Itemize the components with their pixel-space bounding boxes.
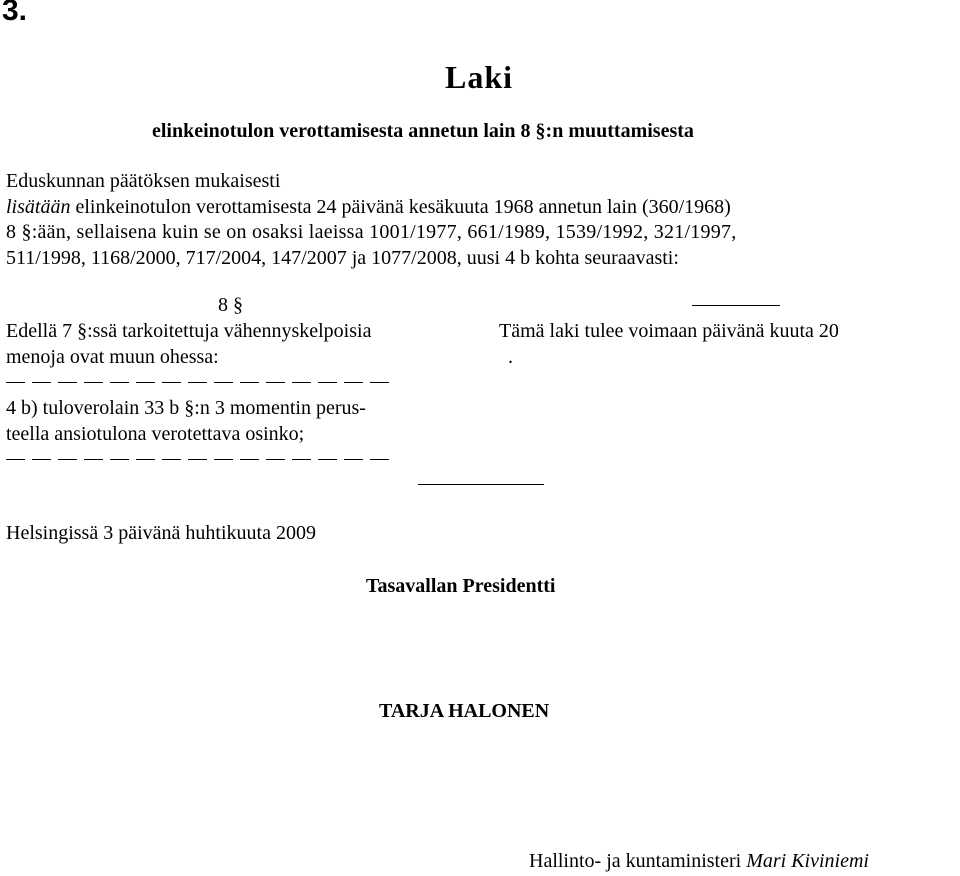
minister-signature <box>529 848 869 874</box>
preamble-verb: lisätään <box>6 196 71 218</box>
preamble-line-4: 511/1998, 1168/2000, 717/2004, 147/2007 ja 1077/2008, uusi 4 b kohta seuraavasti: <box>6 247 679 269</box>
document-number: 3. <box>2 0 28 27</box>
minister-title: Hallinto- ja kuntaministeri <box>529 850 747 872</box>
preamble-line-2 <box>6 194 731 220</box>
president-title: Tasavallan Presidentti <box>366 575 556 597</box>
section-text-line-1: Edellä 7 §:ssä tarkoitettuja vähennyskelpoisia <box>6 320 372 342</box>
place-and-date: Helsingissä 3 päivänä huhtikuuta 2009 <box>6 522 316 544</box>
omission-dashes-bottom <box>6 459 389 460</box>
minister-name: Mari Kiviniemi <box>746 850 869 872</box>
item-text-line-1: 4 b) tuloverolain 33 b §:n 3 momentin perus- <box>6 397 366 419</box>
closing-rule <box>418 484 544 485</box>
president-name: TARJA HALONEN <box>379 700 550 722</box>
section-text-line-2: menoja ovat muun ohessa: <box>6 346 219 368</box>
entry-into-force-line-1: Tämä laki tulee voimaan päivänä kuuta 20 <box>499 320 839 342</box>
section-heading: 8 § <box>218 294 243 316</box>
preamble-line-3: 8 §:ään, sellaisena kuin se on osaksi laeissa 1001/1977, 661/1989, 1539/1992, 321/1997, <box>6 221 737 243</box>
section-end-rule <box>692 305 780 306</box>
law-title: Laki <box>445 59 514 95</box>
item-text-line-2: teella ansiotulona verotettava osinko; <box>6 423 305 445</box>
preamble-line-2-text: elinkeinotulon verottamisesta 24 päivänä kesäkuuta 1968 annetun lain (360/1968) <box>70 196 731 218</box>
entry-into-force-line-2: . <box>508 346 513 368</box>
preamble-line-1: Eduskunnan päätöksen mukaisesti <box>6 170 281 192</box>
omission-dashes-top <box>6 382 389 383</box>
law-subtitle: elinkeinotulon verottamisesta annetun lain 8 §:n muuttamisesta <box>152 120 694 142</box>
